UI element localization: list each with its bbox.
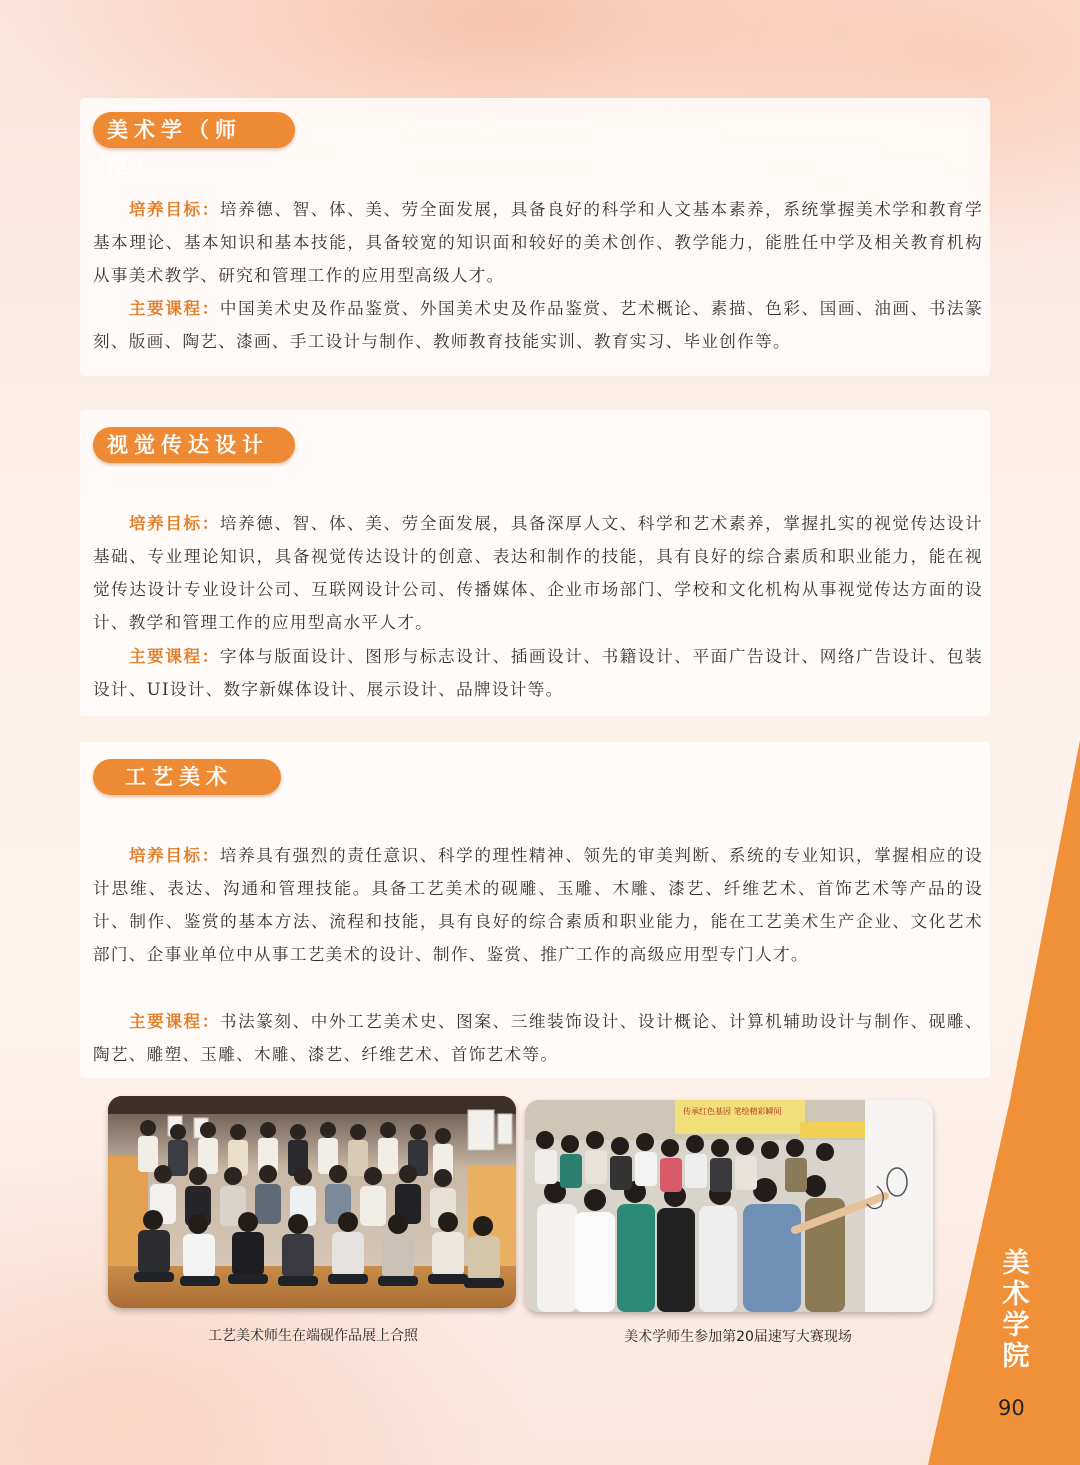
goal-label: 培养目标： bbox=[129, 199, 220, 219]
goal-text: 培养具有强烈的责任意识、科学的理性精神、领先的审美判断、系统的专业知识，掌握相应的设计思维、表达、沟通和管理技能。具备工艺美术的砚雕、玉雕、木雕、漆艺、纤维艺术、首饰艺术等产品的设计、制作、鉴赏的基本方法、流程和技能，具有良好的综合素质和职业能力，能在工艺美术生产企业、文化艺术部门、企事业单位中从事工艺美术的设计、制作、鉴赏、推广工作的高级应用型专门人才。 bbox=[93, 846, 983, 964]
sketch-photo-caption: 美术学师生参加第20届速写大赛现场 bbox=[624, 1329, 852, 1345]
section-title-craft-arts: 工艺美术 bbox=[93, 759, 281, 795]
sketch-competition-image bbox=[525, 1100, 933, 1312]
course-label: 主要课程： bbox=[129, 298, 220, 318]
visual-design-courses bbox=[93, 640, 983, 706]
page-number: 90 bbox=[998, 1396, 1025, 1420]
course-label: 主要课程： bbox=[129, 1011, 220, 1031]
craft-arts-goal bbox=[93, 839, 983, 971]
college-side-title: 美术学院 bbox=[1002, 1248, 1030, 1372]
goal-text: 培养德、智、体、美、劳全面发展，具备深厚人文、科学和艺术素养，掌握扎实的视觉传达设计基础、专业理论知识，具备视觉传达设计的创意、表达和制作的技能，具有良好的综合素质和职业能力，能在视觉传达设计专业设计公司、互联网设计公司、传播媒体、企业市场部门、学校和文化机构从事视觉传达方面的设计、教学和管理工作的应用型高水平人才。 bbox=[93, 514, 983, 632]
section-title-fine-arts: 美术学（师范） bbox=[93, 112, 295, 148]
group-photo-image bbox=[108, 1096, 516, 1308]
goal-text: 培养德、智、体、美、劳全面发展，具备良好的科学和人文基本素养，系统掌握美术学和教育学基本理论、基本知识和基本技能，具备较宽的知识面和较好的美术创作、教学能力，能胜任中学及相关教育机构从事美术教学、研究和管理工作的应用型高级人才。 bbox=[93, 200, 983, 285]
course-text: 书法篆刻、中外工艺美术史、图案、三维装饰设计、设计概论、计算机辅助设计与制作、砚雕、陶艺、雕塑、玉雕、木雕、漆艺、纤维艺术、首饰艺术等。 bbox=[93, 1012, 983, 1064]
fine-arts-courses bbox=[93, 292, 983, 358]
banner-text: 传承红色基因 笔绘精彩瞬间 bbox=[683, 1107, 782, 1116]
group-photo bbox=[108, 1096, 516, 1308]
visual-design-goal bbox=[93, 507, 983, 639]
craft-arts-courses bbox=[93, 1005, 983, 1071]
goal-label: 培养目标： bbox=[129, 513, 220, 533]
section-title-visual-design: 视觉传达设计 bbox=[93, 427, 295, 463]
sketch-competition-photo bbox=[525, 1100, 933, 1312]
goal-label: 培养目标： bbox=[129, 845, 220, 865]
group-photo-caption: 工艺美术师生在端砚作品展上合照 bbox=[208, 1328, 418, 1344]
fine-arts-goal bbox=[93, 193, 983, 292]
course-label: 主要课程： bbox=[129, 646, 220, 666]
course-text: 字体与版面设计、图形与标志设计、插画设计、书籍设计、平面广告设计、网络广告设计、包装设计、UI设计、数字新媒体设计、展示设计、品牌设计等。 bbox=[93, 647, 983, 699]
course-text: 中国美术史及作品鉴赏、外国美术史及作品鉴赏、艺术概论、素描、色彩、国画、油画、书法篆刻、版画、陶艺、漆画、手工设计与制作、教师教育技能实训、教育实习、毕业创作等。 bbox=[93, 299, 983, 351]
